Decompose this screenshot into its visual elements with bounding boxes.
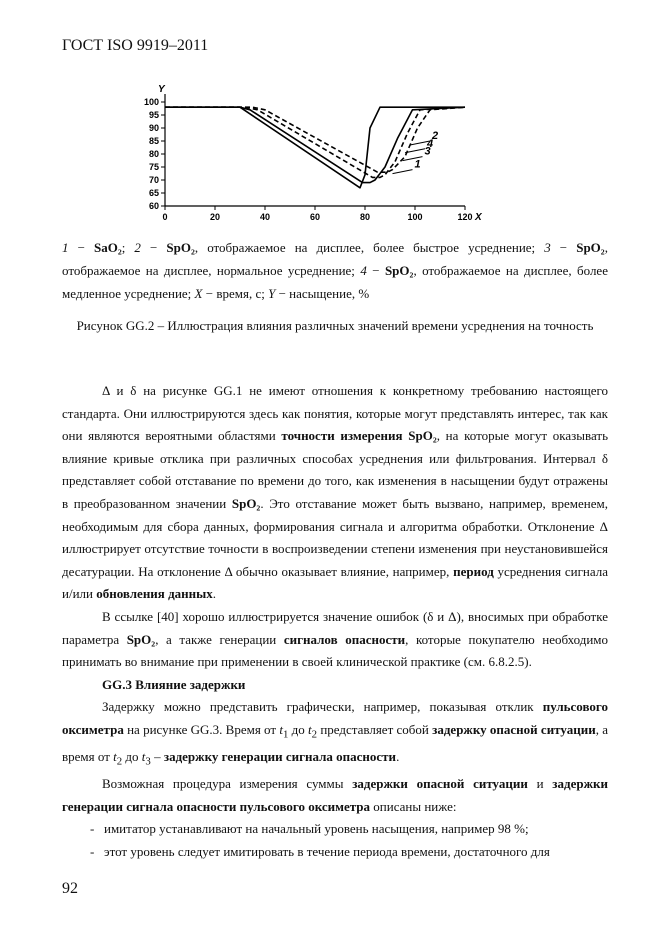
curve-leader-4 [405,149,425,153]
time-subscript: 1 [282,728,289,741]
text-run: , которые покупателю необходимо принимать во внимание при применении в своей клинической практике (см. 6.8.2.5). [62,631,609,670]
y-tick-label: 75 [148,162,159,172]
x-tick-label: 100 [407,212,423,222]
legend-spo2: SpO₂ [166,240,195,255]
legend-text: − время, с; [202,286,269,301]
y-axis-label: Y [158,84,165,95]
text-run: В ссылке [40] хорошо иллюстрируется значение ошибок (δ и Δ), вносимых при обработке параметра [62,608,608,647]
paragraph-2 [62,606,608,674]
document-header: ГОСТ ISO 9919–2011 [62,37,209,54]
averaging-time-chart [130,82,490,232]
figure-caption: Рисунок GG.2 – Иллюстрация влияния различных значений времени усреднения на точность [76,318,594,333]
text-run: . Это отставание может быть вызвано, например, временем, необходимым для сбора данных, формирования сигнала и алгоритма обработки. Отклонение Δ иллюстрирует отсутствие точности в воспроизведении степени изменения при неустановившейся десатурации. На отклонение Δ обычно оказывает влияние, например, [62,495,608,579]
curve-label-2: 2 [432,130,439,142]
time-symbol: t [279,721,283,737]
legend-text: − [68,240,94,255]
legend-text: − насыщение, % [275,286,370,301]
series-line-1 [165,107,465,188]
legend-sao2: SaO₂ [93,240,122,255]
text-run: Задержку можно представить графически, например, показывая отклик [102,699,543,715]
x-tick-label: 0 [162,212,168,222]
figure-legend [62,236,608,305]
legend-num-3: 3 [544,240,551,255]
list-item [62,818,608,841]
text-run: усреднения сигнала и/или [62,563,609,602]
legend-text: , отображаемое на дисплее, более медленное усреднение; [62,263,608,301]
curve-leader-1 [393,170,413,174]
term-link: SpO₂ [231,495,261,511]
x-tick-label: 80 [359,212,371,222]
text-run: до [122,749,142,765]
text-run: описаны ниже: [370,798,457,814]
legend-num-1: 1 [62,240,69,255]
term-link: задержки опасной ситуации [352,776,528,792]
body-text [62,380,608,864]
text-run: Δ и δ на рисунке GG.1 не имеют отношения к конкретному требованию настоящего стандарта. Они иллюстрируются здесь как понятия, которые могут представлять интерес, так как они являются вероятными областями [62,383,608,444]
legend-x-symbol: X [194,286,203,301]
time-symbol: t [308,721,312,737]
paragraph-1 [62,380,608,606]
term-link: обновления данных [96,586,213,602]
text-run: до [288,721,309,737]
x-tick-label: 60 [309,212,321,222]
list-item-text: имитатор устанавливают на начальный уровень насыщения, например 98 %; [104,821,529,837]
legend-spo2: SpO₂ [576,240,605,255]
term-link: период [453,563,494,579]
y-tick-label: 95 [148,110,159,120]
term-link: сигналов опасности [283,631,406,647]
x-tick-label: 20 [209,212,221,222]
legend-num-2: 2 [134,240,141,255]
y-tick-label: 65 [148,188,159,198]
text-run: , а время от [62,721,608,765]
legend-text: , отображаемое на дисплее, нормальное усреднение; [62,240,608,278]
y-tick-label: 100 [143,97,159,107]
list-dash: - [90,844,95,860]
section-heading: GG.3 Влияние задержки [102,676,246,692]
y-tick-label: 60 [148,201,159,211]
x-tick-label: 40 [259,212,271,222]
text-run: представляет собой [317,721,433,737]
time-symbol: t [113,749,117,765]
curve-label-3: 3 [424,145,431,158]
y-tick-label: 80 [148,149,159,159]
text-run: Возможная процедура измерения суммы [102,776,353,792]
text-run: – [150,749,164,765]
time-subscript: 3 [145,755,151,768]
legend-spo2: SpO₂ [384,263,414,278]
text-run: и [527,776,553,792]
x-axis-label: X [475,212,482,223]
text-run: , а также генерации [155,631,284,647]
legend-text: − [366,263,385,278]
time-subscript: 2 [116,755,123,768]
curve-label-1: 1 [414,158,421,171]
time-subscript: 2 [311,728,318,741]
term-link: точности измерения SpO₂ [281,428,437,444]
term-link: задержки генерации сигнала опасности пульсового оксиметра [62,776,608,814]
legend-num-4: 4 [360,263,367,278]
term-link: задержку генерации сигнала опасности [163,749,397,765]
paragraph-3 [62,696,608,773]
x-tick-label: 120 [457,212,473,222]
curve-label-4: 4 [427,137,434,150]
y-tick-label: 90 [148,123,159,133]
legend-y-symbol: Y [268,286,276,301]
list-item-text: этот уровень следует имитировать в течение периода времени, достаточного для [104,844,550,860]
time-symbol: t [141,749,146,765]
term-link: пульсового оксиметра [62,699,608,737]
legend-text: ; [121,240,135,255]
list-item [62,841,608,864]
legend-text: − [550,240,577,255]
y-tick-label: 85 [148,136,159,146]
paragraph-4 [62,773,608,818]
text-run: . [212,586,217,602]
term-link: задержку опасной ситуации [432,721,596,737]
legend-text: − [140,240,167,255]
text-run: , на которые могут оказывать влияние кривые отклика при различных способах усреднения или фильтрования. Интервал δ представляет собой отставание по времени до того, как изменения в насыщении будут отражены в преобразованном значении [62,428,608,511]
text-run: на рисунке GG.3. Время от [123,721,280,737]
page-number: 92 [62,880,78,897]
series-line-2 [165,107,465,182]
y-tick-label: 70 [148,175,159,185]
legend-text: , отображаемое на дисплее, более быстрое усреднение; [194,240,545,255]
term-link: SpO₂ [126,631,156,647]
text-run: . [396,749,400,765]
list-dash: - [90,821,95,837]
